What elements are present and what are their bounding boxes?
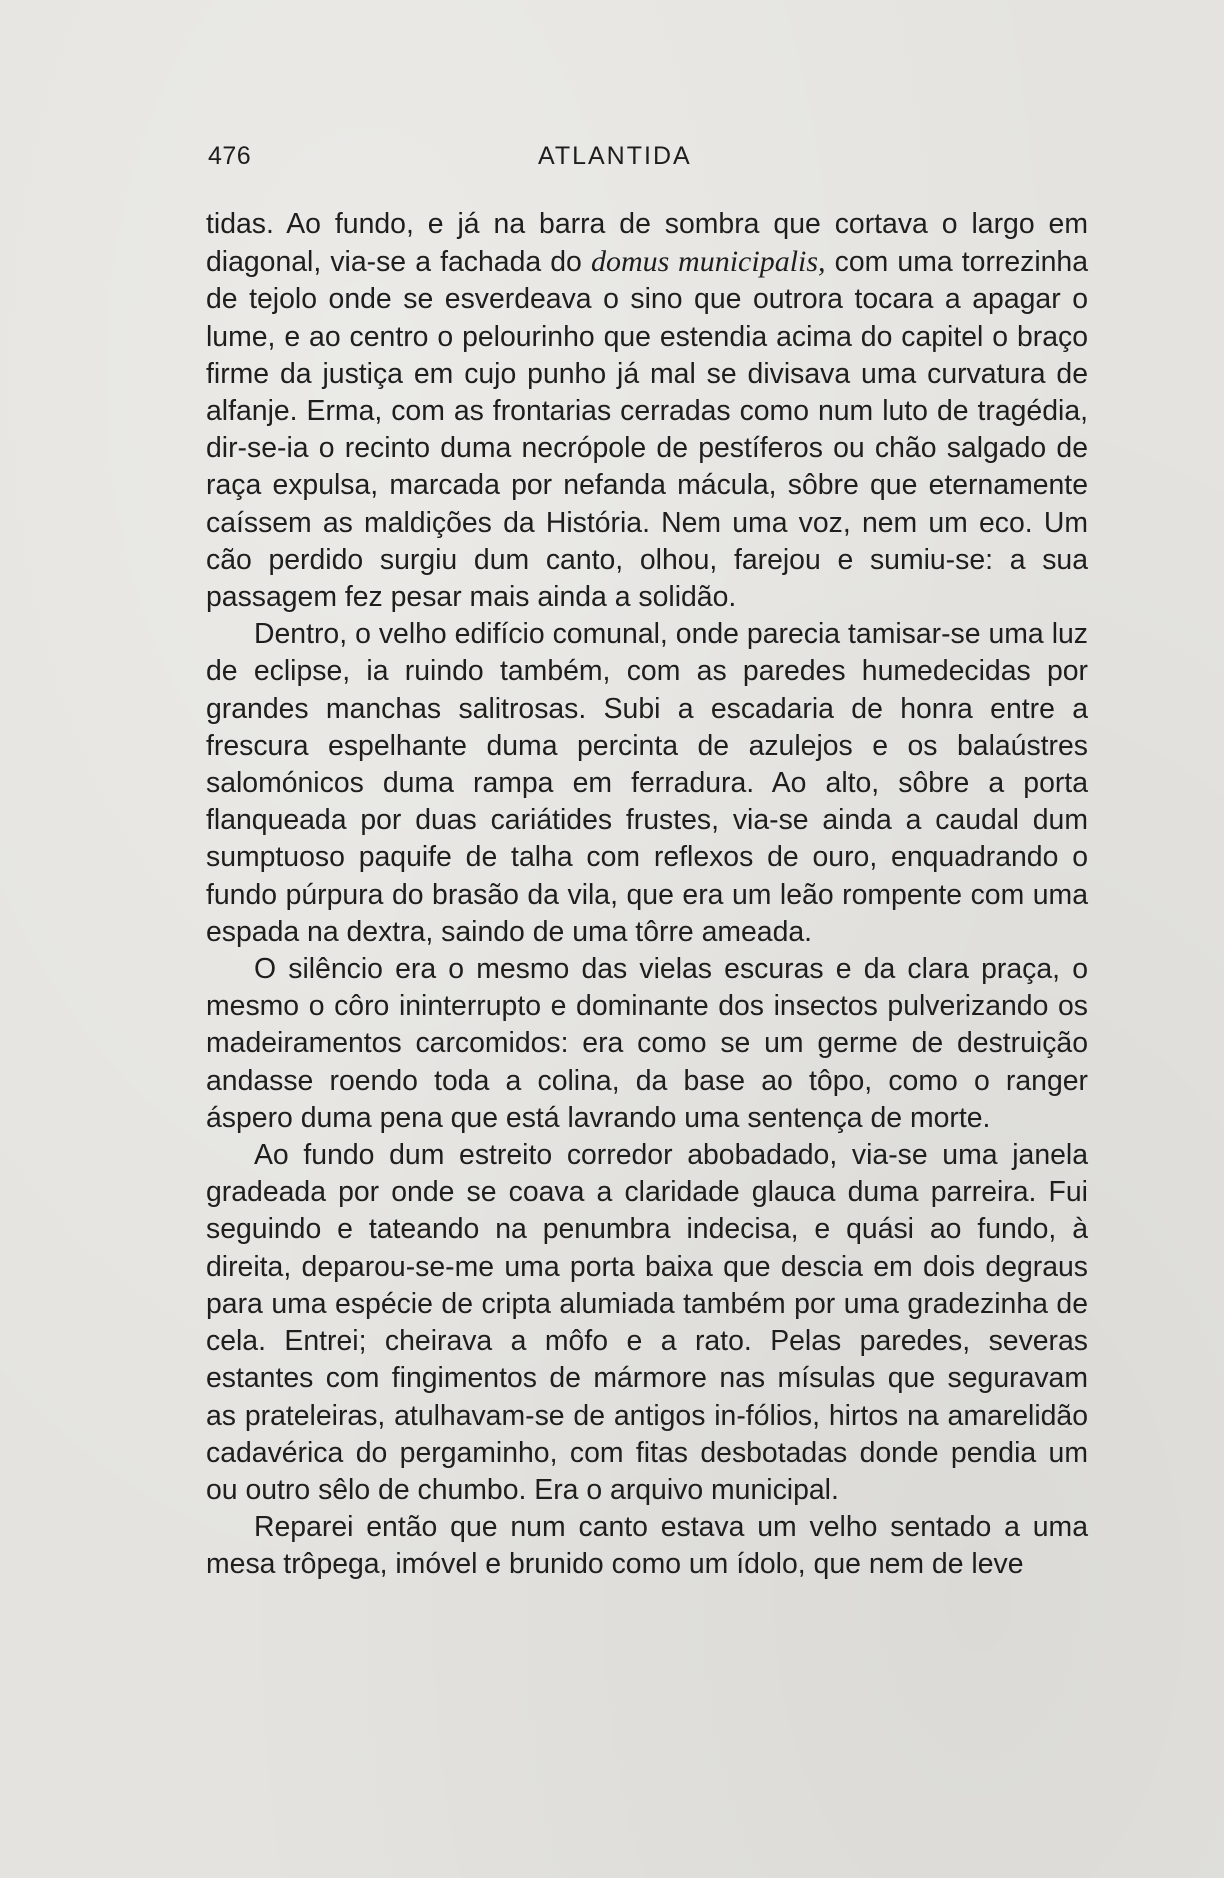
page-number: 476	[208, 142, 252, 170]
italic-domus-municipalis: domus municipalis,	[590, 245, 826, 279]
running-title: ATLANTIDA	[538, 142, 692, 170]
paragraph-3: O silêncio era o mesmo das vielas escuras e da clara praça, o mesmo o côro ininterrupto e dominante dos insectos pulverizando os madeiramentos carcomidos: era como se um germe de destruição andasse roendo toda a colina, da base ao tôpo, como o ranger áspero duma pena que está lavrando uma sentença de morte.	[206, 953, 1088, 1134]
running-head	[208, 142, 1088, 172]
paragraph-5: Reparei então que num canto estava um velho sentado a uma mesa trôpega, imóvel e brunido como um ídolo, que nem de leve	[206, 1511, 1088, 1581]
paragraph-1-start: tidas. Ao fundo, e já na barra de sombra que cortava o largo em diagonal, via-se a fachada do	[206, 208, 1088, 279]
paragraph-1	[206, 206, 1088, 616]
paragraph-1-end: com uma torrezinha de tejolo onde se esverdeava o sino que outrora tocara a apagar o lume, e ao centro o pelourinho que estendia acima do capitel o braço firme da justiça em cujo punho já mal se divisava uma curvatura de alfanje. Erma, com as frontarias cerradas como num luto de tragédia, dir-se-ia o recinto duma necrópole de pestíferos ou chão salgado de raça expulsa, marcada por nefanda mácula, sôbre que eternamente caíssem as maldições da História. Nem uma voz, nem um eco. Um cão perdido surgiu dum canto, olhou, farejou e sumiu-se: a sua passagem fez pesar mais ainda a solidão.	[206, 246, 1089, 614]
paragraph-4: Ao fundo dum estreito corredor abobadado, via-se uma janela gradeada por onde se coava a claridade glauca duma parreira. Fui seguindo e tateando na penumbra indecisa, e quási ao fundo, à direita, deparou-se-me uma porta baixa que descia em dois degraus para uma espécie de cripta alumiada também por uma gradezinha de cela. Entrei; cheirava a môfo e a rato. Pelas paredes, severas estantes com fingimentos de mármore nas mísulas que seguravam as prateleiras, atulhavam-se de antigos in-fólios, hirtos na amarelidão cadavérica do pergaminho, com fitas desbotadas donde pendia um ou outro sêlo de chumbo. Era o arquivo municipal.	[206, 1139, 1088, 1506]
paragraph-2: Dentro, o velho edifício comunal, onde parecia tamisar-se uma luz de eclipse, ia ruindo também, com as paredes humedecidas por grandes manchas salitrosas. Subi a escadaria de honra entre a frescura espelhante duma percinta de azulejos e os balaústres salomónicos duma rampa em ferradura. Ao alto, sôbre a porta flanqueada por duas cariátides frustes, via-se ainda a caudal dum sumptuoso paquife de talha com reflexos de ouro, enquadrando o fundo púrpura do brasão da vila, que era um leão rompente com uma espada na dextra, saindo de uma tôrre ameada.	[206, 618, 1088, 948]
body-text	[206, 206, 1088, 1584]
